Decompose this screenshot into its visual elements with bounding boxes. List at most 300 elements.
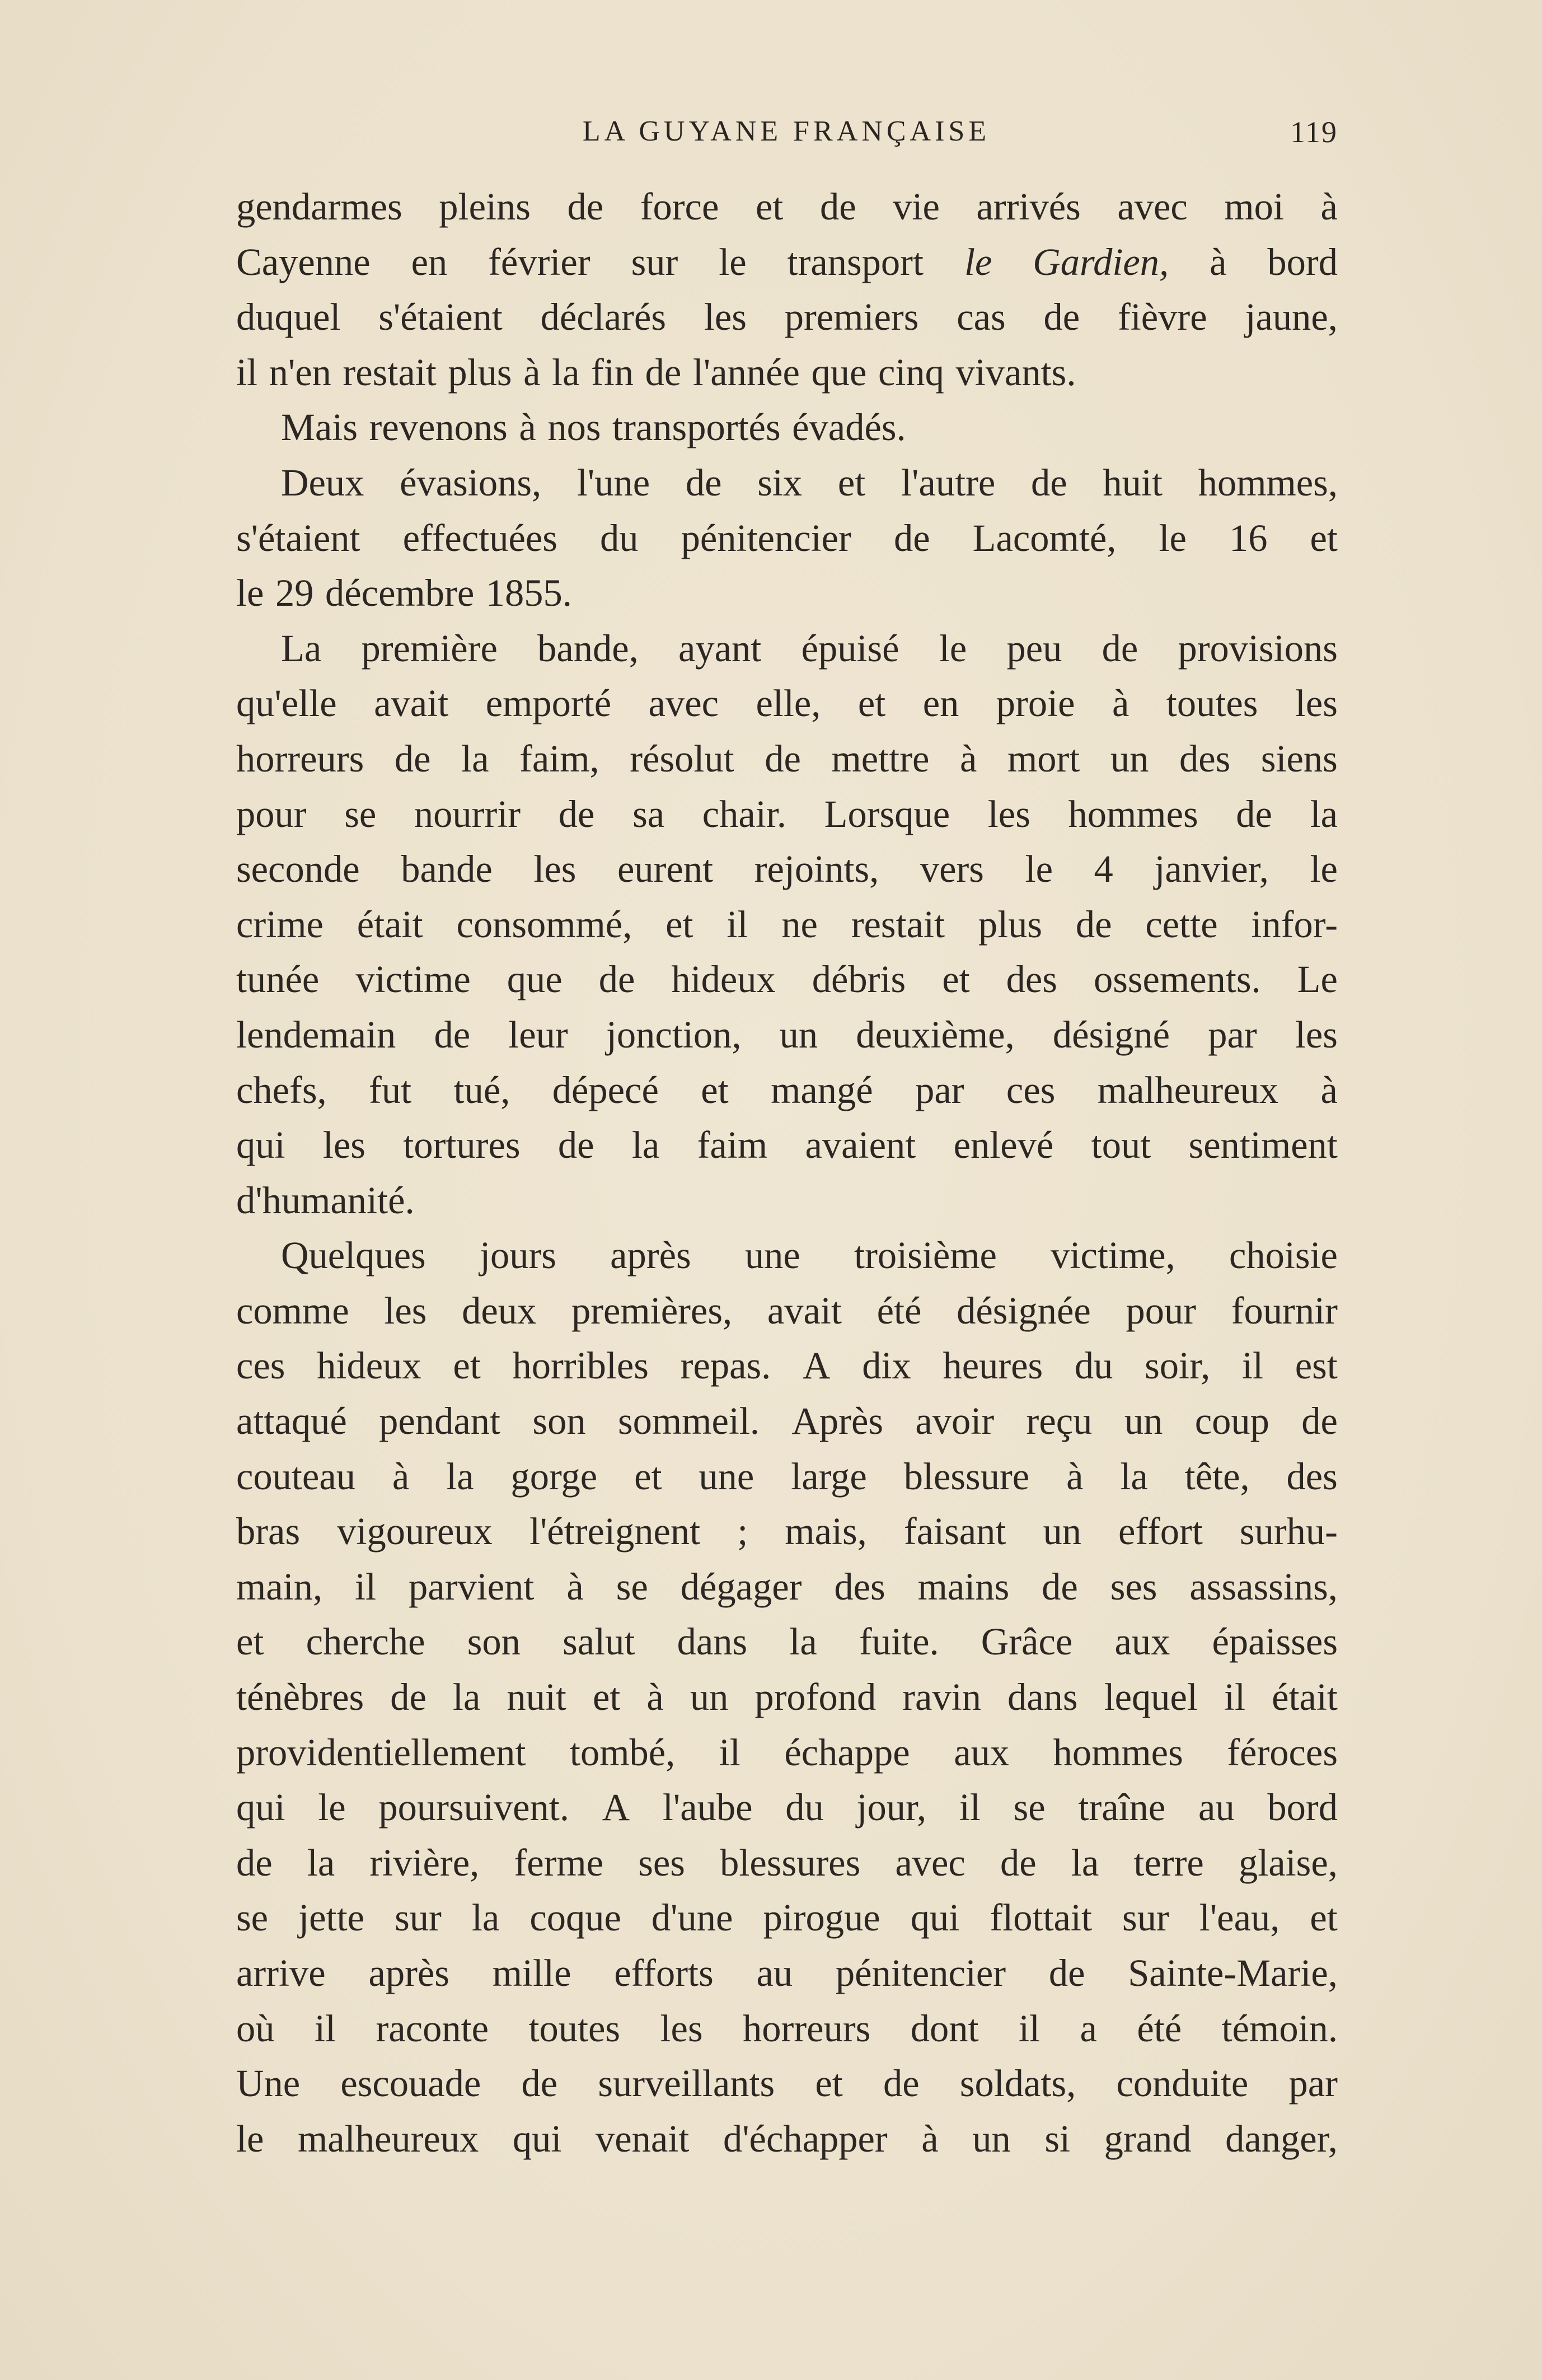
text-line (236, 179, 1338, 235)
word: qu'elle (236, 682, 337, 725)
word: la (552, 350, 580, 394)
word: heures (943, 1344, 1043, 1387)
word: premières, (571, 1289, 733, 1332)
word: vivants. (955, 350, 1076, 394)
word: crime (236, 903, 324, 946)
word: et (857, 682, 886, 725)
word: les (704, 296, 747, 339)
word: et (701, 1068, 729, 1111)
word: chair. (702, 792, 787, 835)
word: le (719, 240, 747, 283)
word: à (1210, 240, 1227, 283)
word: les (533, 848, 577, 891)
word: et (1310, 1896, 1338, 1939)
word: malheureux (1097, 1068, 1279, 1111)
text-line (236, 1780, 1338, 1835)
word: en (922, 682, 959, 725)
word: que (811, 350, 867, 394)
word: les (322, 1124, 365, 1167)
word: horribles (512, 1344, 649, 1387)
word: comme (236, 1289, 349, 1332)
text-line (236, 1946, 1338, 2001)
word: ayant (678, 626, 762, 670)
word: les (384, 1289, 427, 1332)
word: l'étreignent (529, 1510, 701, 1553)
word: arrive (236, 1952, 326, 1994)
word: fièvre (1117, 296, 1207, 339)
word: de (1042, 1565, 1078, 1608)
word: des (834, 1565, 885, 1608)
word: désigné (1052, 1013, 1170, 1056)
word: malheureux (298, 2117, 479, 2160)
word: du (1074, 1344, 1113, 1387)
word: à (566, 1565, 584, 1608)
word: où (236, 2007, 275, 2050)
word: un (690, 1676, 729, 1719)
word: avait (767, 1289, 842, 1332)
word: de (434, 1013, 471, 1056)
word: toutes (528, 2007, 621, 2050)
text-line (236, 731, 1338, 787)
word: est (1295, 1344, 1338, 1387)
word: de (567, 185, 604, 228)
word: lendemain (236, 1013, 396, 1056)
word: à (921, 2117, 939, 2160)
word: parvient (409, 1565, 535, 1608)
word: et (453, 1344, 481, 1387)
word: des (1179, 737, 1231, 780)
word: et (837, 461, 866, 504)
word: l'autre (901, 461, 996, 504)
word: de (765, 737, 801, 780)
word: si (1044, 2117, 1071, 2160)
word: évasions, (400, 461, 542, 504)
word: à (1112, 682, 1129, 725)
text-line (236, 1670, 1338, 1725)
word: cinq (878, 350, 944, 394)
word: vie (893, 185, 940, 228)
word: il (1018, 2007, 1041, 2050)
word: la (471, 1896, 500, 1939)
word: de (390, 1676, 426, 1719)
word: première (361, 626, 498, 670)
word: épaisses (1212, 1620, 1338, 1663)
word: a (1080, 2007, 1097, 2050)
word: de (394, 737, 431, 780)
word: le (939, 626, 967, 670)
word: les (987, 792, 1030, 835)
word: tête, (1184, 1455, 1250, 1498)
word: Le (1297, 958, 1338, 1001)
word: jours (479, 1234, 556, 1277)
text-line (236, 676, 1338, 731)
word: jette (298, 1896, 365, 1939)
word: la (1071, 1841, 1099, 1884)
word: flottait (990, 1896, 1092, 1939)
word: n'en (269, 350, 331, 394)
word: qui (910, 1896, 960, 1939)
word: d'échapper (723, 2117, 888, 2160)
word: hommes, (1198, 461, 1338, 504)
word: à (523, 350, 541, 394)
word: s'étaient (378, 296, 503, 339)
word: féroces (1227, 1731, 1338, 1774)
word: horreurs (743, 2007, 871, 2050)
word: avec (895, 1841, 965, 1884)
word: il (355, 1565, 377, 1608)
word: chefs, (236, 1068, 327, 1111)
word: l'aube (662, 1786, 753, 1829)
word: plus (448, 350, 512, 394)
word: des (1286, 1455, 1338, 1498)
word: Mais (281, 406, 358, 449)
word: du (785, 1786, 824, 1829)
word: rejoints, (754, 848, 879, 891)
text-line (236, 1504, 1338, 1559)
word: hideux (671, 958, 776, 1001)
word: mille (492, 1952, 571, 1994)
word: au (756, 1952, 793, 1994)
word: ne (781, 903, 818, 946)
word: débris (812, 958, 906, 1001)
word: deux (462, 1289, 537, 1332)
word: la (461, 737, 489, 780)
word: pendant (379, 1400, 501, 1443)
word: Après (791, 1400, 884, 1443)
word: nuit (507, 1676, 566, 1719)
word: restait (851, 903, 945, 946)
word: La (281, 626, 322, 670)
word: 16 (1229, 516, 1268, 559)
word: transportés (612, 406, 781, 449)
word: de (1048, 1952, 1085, 1994)
word: les (1295, 1013, 1338, 1056)
word: était (1272, 1676, 1338, 1719)
word: échappe (784, 1731, 910, 1774)
word: une (744, 1234, 800, 1277)
word: troisième (854, 1234, 997, 1277)
word: d'humanité. (236, 1179, 415, 1222)
word: avoir (915, 1400, 995, 1443)
word: de (557, 1124, 594, 1167)
word: lequel (1104, 1676, 1198, 1719)
word: après (610, 1234, 691, 1277)
word: aux (954, 1731, 1010, 1774)
word: ténèbres (236, 1676, 364, 1719)
word: un (1043, 1510, 1081, 1553)
word: mettre (831, 737, 930, 780)
word: eurent (617, 848, 714, 891)
word: transport (787, 240, 924, 283)
word: son (532, 1400, 586, 1443)
word: plus (978, 903, 1043, 946)
word: force (640, 185, 719, 228)
word: que (507, 958, 563, 1001)
word: pénitencier (681, 516, 851, 559)
word: un (972, 2117, 1011, 2160)
word: à (1320, 185, 1338, 228)
word: 4 (1094, 848, 1113, 891)
word: de (819, 185, 856, 228)
word: couteau (236, 1455, 355, 1498)
page-header (235, 115, 1338, 154)
word: gendarmes (236, 185, 402, 228)
text-line (236, 1007, 1338, 1063)
text-line (236, 2001, 1338, 2056)
word: Grâce (981, 1620, 1073, 1663)
word: sa (632, 792, 665, 835)
word: traîne (1078, 1786, 1166, 1829)
word: mort (1007, 737, 1080, 780)
word: sentiment (1188, 1124, 1338, 1167)
text-line (236, 1338, 1338, 1394)
text-line (236, 1835, 1338, 1891)
word: assassins, (1189, 1565, 1338, 1608)
text-line (236, 1283, 1338, 1339)
text-line (236, 511, 1338, 566)
word: pirogue (763, 1896, 880, 1939)
word: emporté (485, 682, 612, 725)
word: la (1310, 792, 1338, 835)
word: à (1066, 1455, 1084, 1498)
text-line (236, 2111, 1338, 2167)
word: ferme (514, 1841, 604, 1884)
word: sur (1122, 1896, 1169, 1939)
word: à (646, 1676, 664, 1719)
word: coup (1194, 1400, 1269, 1443)
word: la (446, 1455, 474, 1498)
word: main, (236, 1565, 323, 1608)
word: la (789, 1620, 817, 1663)
word: qui (236, 1786, 285, 1829)
word: faisant (903, 1510, 1006, 1553)
word: de (883, 2062, 920, 2105)
word: terre (1133, 1841, 1204, 1884)
word: mangé (771, 1068, 873, 1111)
word: et (942, 958, 970, 1001)
word: peu (1006, 626, 1062, 670)
word: danger, (1225, 2117, 1338, 2160)
word: et (755, 185, 784, 228)
word: il (314, 2007, 336, 2050)
word: elle, (756, 682, 821, 725)
word: infor- (1251, 903, 1338, 946)
word: 29 (275, 572, 314, 615)
text-line (236, 1173, 1338, 1228)
word: se (236, 1896, 269, 1939)
text-line (236, 2056, 1338, 2111)
word: attaqué (236, 1400, 347, 1443)
word: par (915, 1068, 964, 1111)
word: le (1159, 516, 1187, 559)
word: il (719, 1731, 740, 1774)
word: et (592, 1676, 621, 1719)
word: le (964, 240, 992, 283)
word: consommé, (456, 903, 632, 946)
text-line (236, 289, 1338, 345)
word: nos (547, 406, 601, 449)
word: tué, (453, 1068, 510, 1111)
word: l'année (692, 350, 800, 394)
word: jonction, (606, 1013, 742, 1056)
word: en (411, 240, 448, 283)
word: sur (395, 1896, 442, 1939)
word: effort (1118, 1510, 1203, 1553)
word: évadés. (792, 406, 906, 449)
word: blessure (903, 1455, 1030, 1498)
word: après (368, 1952, 449, 1994)
text-line (236, 235, 1338, 290)
word: poursuivent. (378, 1786, 569, 1829)
word: premiers (784, 296, 919, 339)
word: providentiellement (236, 1731, 526, 1774)
word: avait (374, 682, 449, 725)
word: rivière, (369, 1841, 480, 1884)
word: profond (754, 1676, 877, 1719)
word: désignée (957, 1289, 1091, 1332)
word: était (357, 903, 423, 946)
word: hommes (1053, 1731, 1183, 1774)
word: sur (631, 240, 678, 283)
word: il (236, 350, 258, 394)
word: duquel (236, 296, 341, 339)
word: la (307, 1841, 335, 1884)
word: qui (236, 1124, 285, 1167)
word: ses (1110, 1565, 1157, 1608)
word: fin (591, 350, 634, 394)
word: le (236, 572, 264, 615)
word: jaune, (1245, 296, 1338, 339)
word: le (1310, 848, 1338, 891)
word: et (1310, 516, 1338, 559)
word: Cayenne (236, 240, 371, 283)
word: surveillants (598, 2062, 775, 2105)
word: de (236, 1841, 273, 1884)
word: cas (957, 296, 1006, 339)
word: dix (862, 1344, 911, 1387)
word: salut (563, 1620, 635, 1663)
word: janvier, (1154, 848, 1269, 891)
word: dans (1007, 1676, 1078, 1719)
word: mais, (785, 1510, 867, 1553)
word: huit (1103, 461, 1163, 504)
word: il (727, 903, 748, 946)
word: victime, (1051, 1234, 1175, 1277)
word: cherche (306, 1620, 425, 1663)
word: soldats, (959, 2062, 1076, 2105)
word: ses (638, 1841, 685, 1884)
word: moi (1224, 185, 1284, 228)
word: un (1110, 737, 1149, 780)
word: témoin. (1221, 2007, 1338, 2050)
word: la (1120, 1455, 1148, 1498)
word: de (1031, 461, 1067, 504)
word: raconte (376, 2007, 489, 2050)
text-line (236, 1890, 1338, 1946)
text-line (236, 787, 1338, 842)
word: soir, (1145, 1344, 1211, 1387)
word: avec (648, 682, 719, 725)
word: provisions (1178, 626, 1338, 670)
word: pleins (439, 185, 531, 228)
text-line (236, 1614, 1338, 1670)
word: de (1075, 903, 1112, 946)
word: l'eau, (1199, 1896, 1280, 1939)
word: aux (1114, 1620, 1170, 1663)
word: venait (596, 2117, 690, 2160)
word: à (392, 1455, 410, 1498)
word: le (236, 2117, 264, 2160)
word: ces (1006, 1068, 1056, 1111)
word: reçu (1026, 1400, 1093, 1443)
word: Deux (281, 461, 364, 504)
word: 1855. (485, 572, 572, 615)
word: il (1224, 1676, 1246, 1719)
word: tortures (403, 1124, 521, 1167)
word: se (616, 1565, 648, 1608)
word: la (631, 1124, 660, 1167)
word: blessures (720, 1841, 861, 1884)
word: il (1241, 1344, 1264, 1387)
word: enlevé (953, 1124, 1054, 1167)
word: nourrir (414, 792, 521, 835)
word: horreurs (236, 737, 364, 780)
word: tunée (236, 958, 320, 1001)
word: gorge (510, 1455, 598, 1498)
word: hideux (317, 1344, 421, 1387)
word: A (602, 1786, 630, 1829)
word: dégager (680, 1565, 802, 1608)
word: seconde (236, 848, 360, 891)
text-line (236, 1228, 1338, 1283)
word: dépecé (552, 1068, 659, 1111)
word: son (467, 1620, 521, 1663)
word: le (318, 1786, 346, 1829)
word: repas. (680, 1344, 771, 1387)
text-line (236, 952, 1338, 1007)
word: épuisé (801, 626, 899, 670)
running-title: LA GUYANE FRANÇAISE (582, 115, 991, 147)
word: les (1295, 682, 1338, 725)
word: leur (508, 1013, 568, 1056)
word: ; (737, 1510, 748, 1553)
text-line (236, 1394, 1338, 1449)
word: hommes (1068, 792, 1198, 835)
word: Gardien, (1033, 240, 1169, 283)
word: cette (1145, 903, 1218, 946)
word: deuxième, (856, 1013, 1015, 1056)
word: vers (920, 848, 984, 891)
word: large (791, 1455, 867, 1498)
word: ossements. (1093, 958, 1261, 1001)
page-number: 119 (1290, 115, 1338, 149)
word: A (803, 1344, 831, 1387)
word: pénitencier (835, 1952, 1006, 1994)
word: de (893, 516, 930, 559)
word: grand (1104, 2117, 1192, 2160)
word: pour (1126, 1289, 1197, 1332)
word: Une (236, 2062, 301, 2105)
text-line (236, 565, 1338, 621)
word: Lacomté, (972, 516, 1117, 559)
word: se (344, 792, 377, 835)
text-line (236, 1725, 1338, 1780)
word: la (452, 1676, 481, 1719)
word: fournir (1231, 1289, 1338, 1332)
word: fuite. (859, 1620, 939, 1663)
word: déclarés (540, 296, 666, 339)
word: au (1198, 1786, 1235, 1829)
